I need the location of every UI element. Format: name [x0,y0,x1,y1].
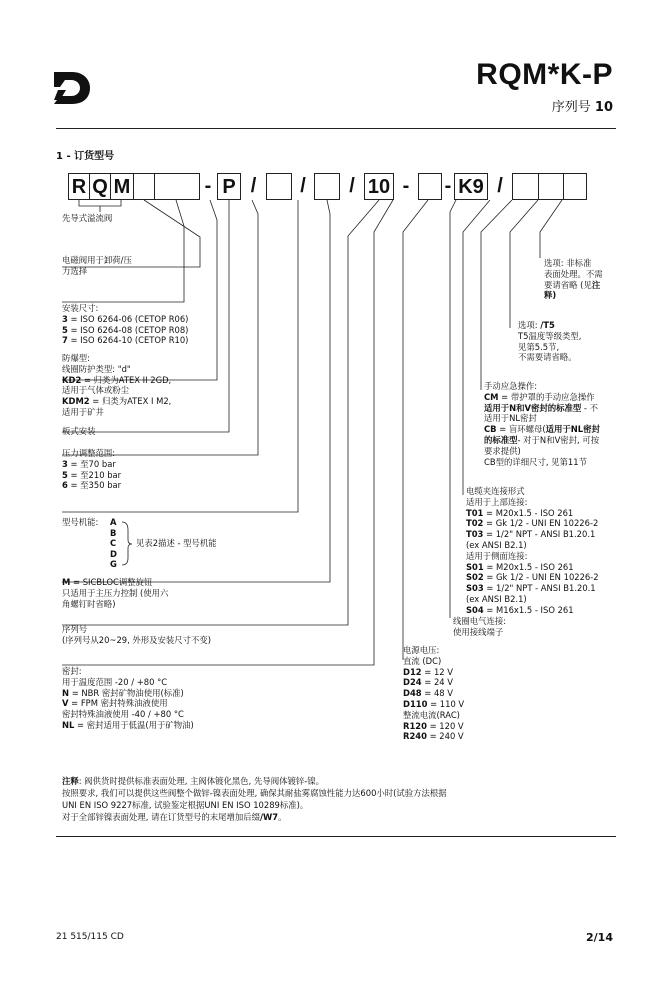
model-title: RQM*K-P [476,58,613,91]
label-plate-mounting: 板式安装 [62,426,96,436]
code-separator: - [444,175,452,197]
code-separator: / [250,175,257,197]
section-title: 1 - 订货型号 [56,151,115,162]
page-number: 2/14 [586,931,613,944]
label-voltage: 电源电压: 直流 (DC) D12 = 12 V D24 = 24 V D48 = 48 V D110 = 110 V 整流电流(RAC) R120 = 120 V R240 = 240 V [403,645,465,742]
label-cable-gland: 电缆夹连接形式 适用于上部连接: T01 = M20x1.5 - ISO 261 T02 = Gk 1/2 - UNI EN 10226-2 T03 = 1/2" NPT - ANSI B1.20.1 (ex ANSI B2.1) 适用于侧面连接: S01 = M20x1.5 - ISO 261 S02 = Gk 1/2 - UNI EN 10226-2 S03 = 1/2" NPT - ANSI B1.20.1 (ex ANSI B2.1) S04 = M16x1.5 - ISO 261 [466,486,599,615]
divider [56,836,616,837]
code-separator: / [300,175,306,197]
series-number: 序列号 10 [551,100,613,115]
label-manual-override: 手动应急操作: CM = 带护罩的手动应急操作 适用于N和V密封的标准型 - 不 适用于NL密封 CB = 盲环螺母(适用于NL密封 的标准型- 对于N和V密封, 可按 要求提供) CB型的详细尺寸, 见第11节 [484,381,600,467]
code-separator: - [402,175,410,197]
label-seal: 密封: 用于温度范围 -20 / +80 °C N = NBR 密封矿物油使用(标准) V = FPM 密封特殊油液使用 密封特殊油液使用 -40 / +80 °C NL = 密封适用于低温(用于矿物油) [62,666,194,730]
code-cell: 10 [364,173,394,200]
doc-number: 21 515/115 CD [56,932,124,942]
code-cell: M [110,173,134,200]
label-serial: 序列号 (序列号从20~29, 外形及安装尺寸不变) [62,624,212,645]
code-separator: / [497,175,503,197]
code-separator: - [204,175,212,197]
code-cell: K9 [454,173,488,200]
label-function: 型号机能: [62,517,99,527]
label-surface-option: 选项: 非标准 表面处理。不需 要请省略 (见注 释) [544,258,603,301]
label-install-size: 安装尺寸: 3 = ISO 6264-06 (CETOP R06) 5 = ISO 6264-08 (CETOP R08) 7 = ISO 6264-10 (CETOP R10) [62,303,189,346]
code-cell: P [217,173,241,200]
label-pilot: 先导式溢流阀 [62,213,113,223]
label-m-knob: M = SICBLOC调整旋钮 只适用于主压力控制 (使用六 角螺钉时省略) [62,577,169,609]
code-cell: R [68,173,90,200]
label-t5: 选项: /T5 T5温度等级类型, 见第5.5节, 不需要请省略。 [518,320,582,363]
label-solenoid: 电磁阀用于卸荷/压 力选择 [62,255,132,276]
code-cell: Q [89,173,111,200]
label-pressure-range: 压力调整范围: 3 = 至70 bar 5 = 至210 bar 6 = 至350 bar [62,448,122,491]
label-function-see: 见表2描述 - 型号机能 [136,538,217,548]
function-codes: A B C D G [110,517,117,569]
label-explosion-proof: 防爆型: 线圈防护类型: "d" KD2 = 归类为ATEX II 2GD, 适用于气体或粉尘 KDM2 = 归类为ATEX I M2, 适用于矿井 [62,353,172,417]
code-separator: / [349,175,355,197]
label-coil-connection: 线圈电气连接: 使用接线端子 [453,616,507,637]
notes: 注释: 阀供货时提供标准表面处理, 主阀体镀化黑色, 先导阀体镀锌-镍。 按照要求, 我们可以提供这些阀整个做锌-镍表面处理, 确保其耐盐雾腐蚀性能力达600小时(试验方法根据 UNI EN ISO 9227标准, 试验鉴定根据UNI EN ISO 10289标准)。 对于全部锌镍表面处理, 请在订货型号的末尾增加后缀/W7。 [62,776,447,822]
